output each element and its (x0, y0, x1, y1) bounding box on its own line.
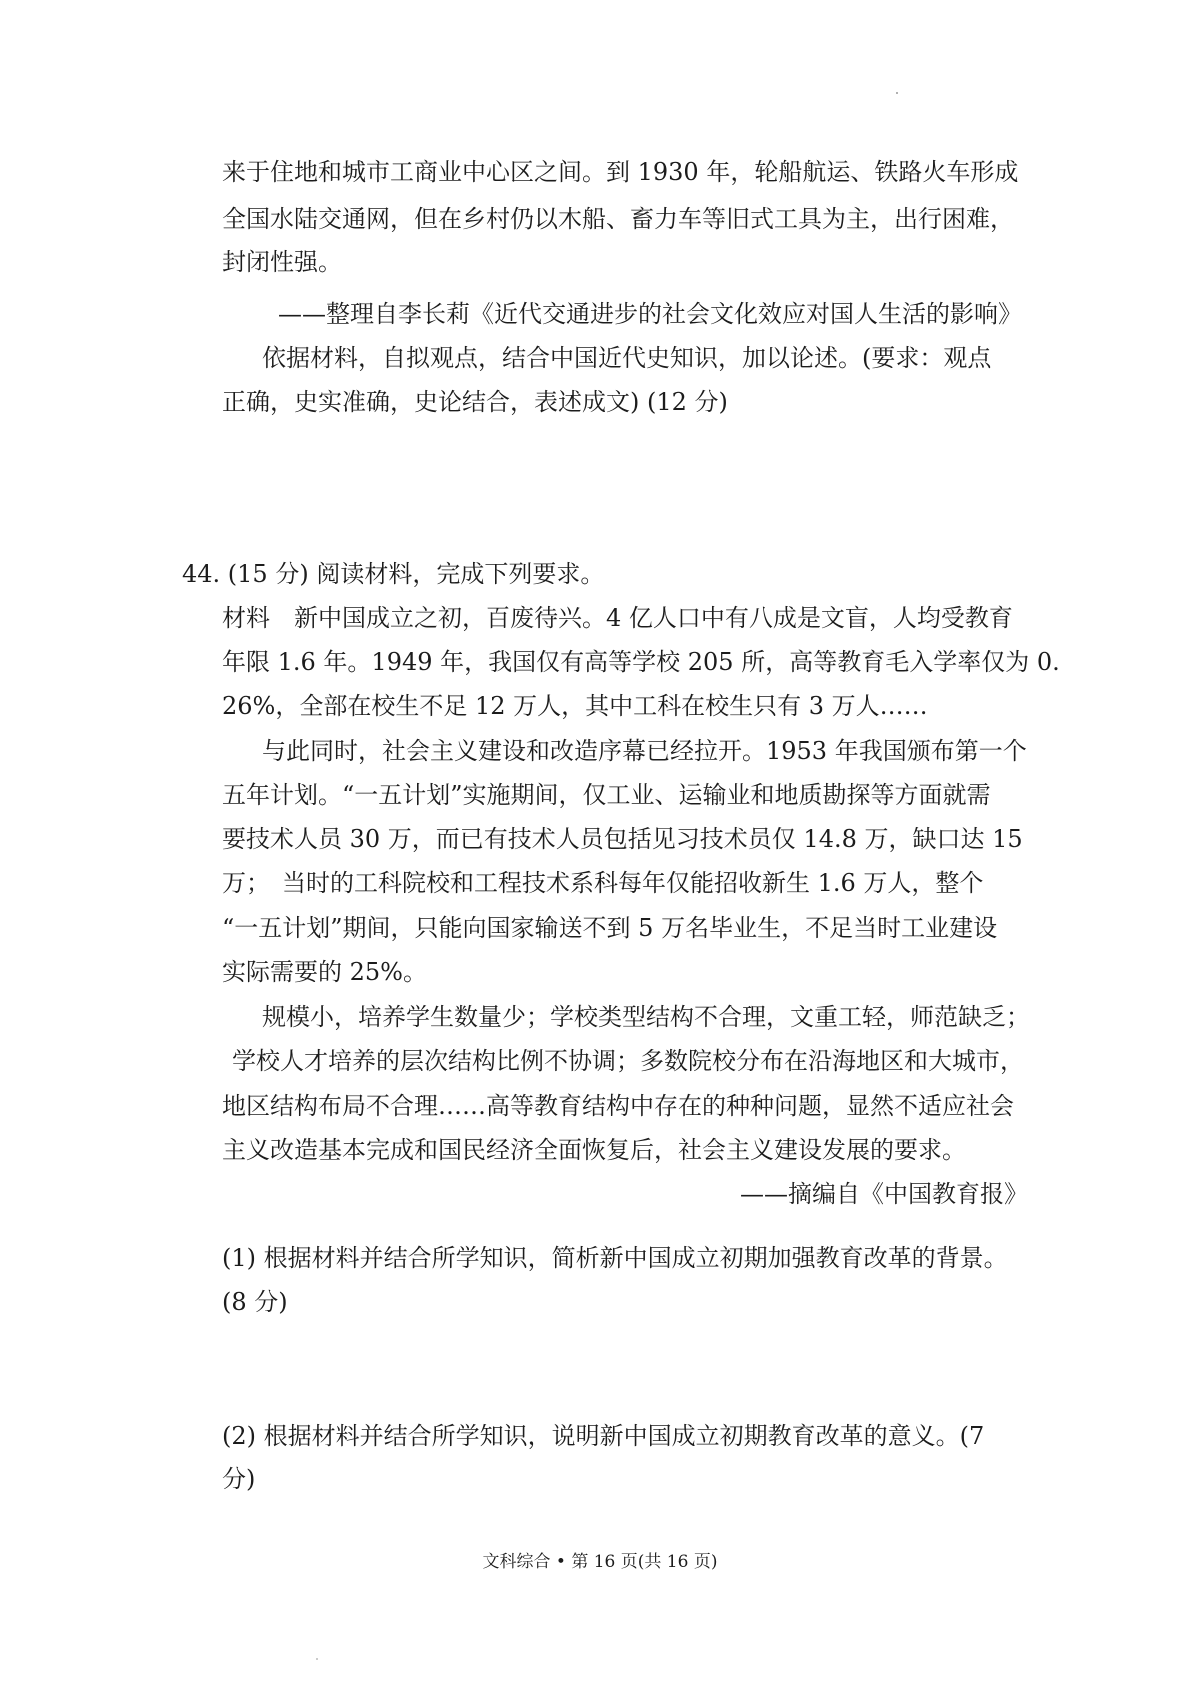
q44-material-line: 学校人才培养的层次结构比例不协调；多数院校分布在沿海地区和大城市， (232, 1047, 1024, 1075)
q44-material-line: 规模小，培养学生数量少；学校类型结构不合理，文重工轻，师范缺乏； (262, 1003, 1030, 1031)
q44-material-line: 主义改造基本完成和国民经济全面恢复后，社会主义建设发展的要求。 (222, 1136, 966, 1164)
page-footer: 文科综合 • 第 16 页(共 16 页) (482, 1552, 718, 1572)
q44-sub2-line: (2) 根据材料并结合所学知识，说明新中国成立初期教育改革的意义。(7 (222, 1422, 985, 1450)
q44-source: ——摘编自《中国教育报》 (740, 1180, 1028, 1208)
q44-sub1-line: (8 分) (222, 1288, 288, 1316)
q44-header: 44. (15 分) 阅读材料，完成下列要求。 (182, 560, 605, 588)
q43-material-line: 封闭性强。 (222, 248, 342, 276)
q44-material-line: 年限 1.6 年。1949 年，我国仅有高等学校 205 所，高等教育毛入学率仅为 0. (222, 648, 1060, 676)
q44-material-line: 材料 新中国成立之初，百废待兴。4 亿人口中有八成是文盲，人均受教育 (222, 604, 1013, 632)
q44-sub1-line: (1) 根据材料并结合所学知识，简析新中国成立初期加强教育改革的背景。 (222, 1244, 1008, 1272)
q44-material-line: 与此同时，社会主义建设和改造序幕已经拉开。1953 年我国颁布第一个 (262, 737, 1027, 765)
q44-material-line: 万； 当时的工科院校和工程技术系科每年仅能招收新生 1.6 万人，整个 (222, 869, 984, 897)
q44-material-line: “一五计划”期间，只能向国家输送不到 5 万名毕业生，不足当时工业建设 (222, 914, 998, 942)
q44-sub2-line: 分) (222, 1465, 256, 1493)
q44-material-line: 地区结构布局不合理……高等教育结构中存在的种种问题，显然不适应社会 (222, 1092, 1014, 1120)
q44-material-line: 26%，全部在校生不足 12 万人，其中工科在校生只有 3 万人…… (222, 692, 928, 720)
q43-source: ——整理自李长莉《近代交通进步的社会文化效应对国人生活的影响》 (278, 300, 1022, 328)
q44-material-line: 实际需要的 25%。 (222, 958, 427, 986)
scan-speck (316, 1658, 318, 1660)
q44-material-line: 要技术人员 30 万，而已有技术人员包括见习技术员仅 14.8 万，缺口达 15 (222, 825, 1023, 853)
q43-task-line: 正确，史实准确，史论结合，表述成文) (12 分) (222, 388, 728, 416)
q44-material-line: 五年计划。“一五计划”实施期间，仅工业、运输业和地质勘探等方面就需 (222, 781, 991, 809)
scan-speck (896, 92, 898, 94)
q43-material-line: 全国水陆交通网，但在乡村仍以木船、畜力车等旧式工具为主，出行困难， (222, 205, 1014, 233)
q43-material-line: 来于住地和城市工商业中心区之间。到 1930 年，轮船航运、铁路火车形成 (222, 158, 1019, 186)
q43-task-line: 依据材料，自拟观点，结合中国近代史知识，加以论述。(要求：观点 (262, 344, 992, 372)
